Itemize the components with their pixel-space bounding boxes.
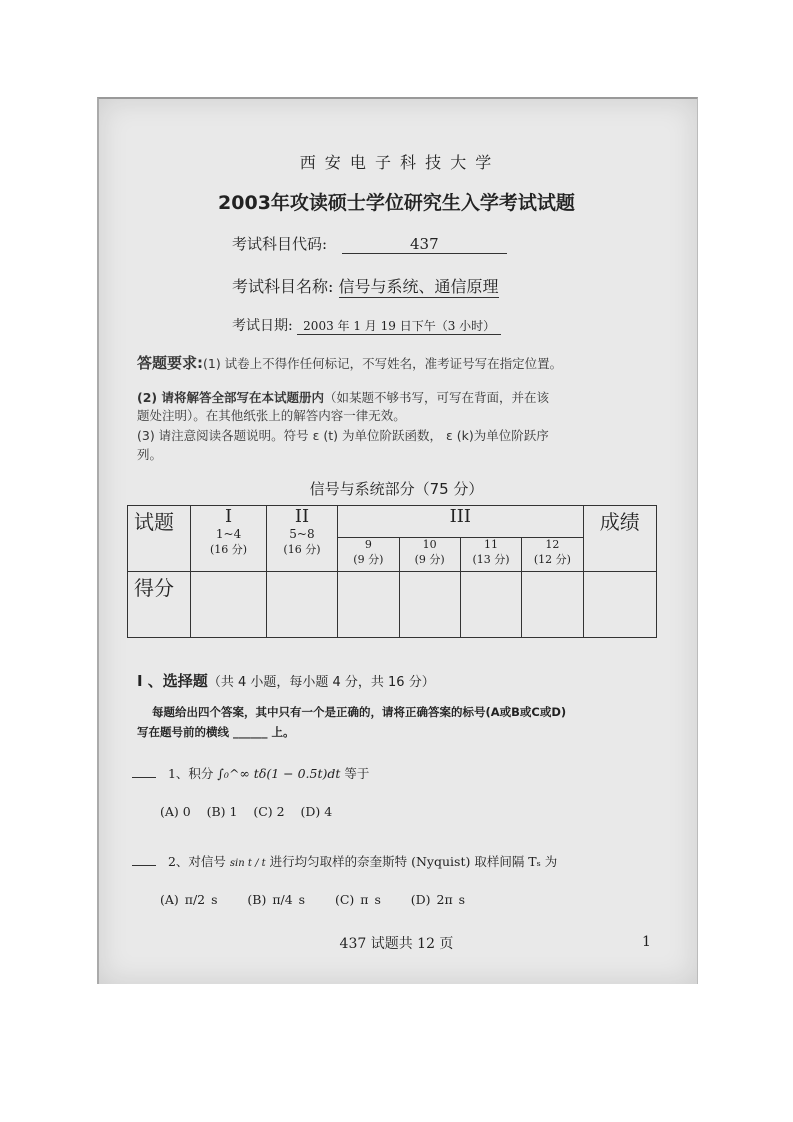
q2-options (160, 892, 465, 907)
q2-tail: 进行均匀取样的奈奎斯特 (Nyquist) 取样间隔 Tₛ 为 (269, 854, 558, 869)
q2-label: 2、对信号 (167, 854, 226, 869)
part-I-points: (16 分) (210, 543, 248, 556)
header-question: 试题 (128, 506, 191, 572)
q-points: (12 分) (533, 553, 571, 566)
score-cell (338, 572, 399, 638)
part-I: I (224, 506, 233, 527)
q2-option-c: (C) π s (334, 892, 381, 907)
section-title: 信号与系统部分（75 分） (309, 480, 484, 498)
university-name: 西 安 电 子 科 技 大 学 (299, 153, 494, 172)
part-II: II (294, 506, 310, 527)
q-number: 9 (364, 538, 372, 551)
score-cell (399, 572, 460, 638)
score-table (127, 505, 657, 638)
header-score: 得分 (128, 572, 191, 638)
q2-option-d: (D) 2π s (410, 892, 466, 907)
q2-option-b: (B) π/4 s (247, 892, 306, 907)
part1-title: I 、选择题 (137, 672, 208, 690)
part-III: III (338, 506, 583, 538)
requirement-2 (137, 388, 549, 406)
exam-date-row (232, 315, 501, 335)
q-number: 10 (422, 538, 437, 551)
requirements-label: 答题要求: (137, 354, 203, 372)
q-number: 11 (484, 538, 499, 551)
page-number: 1 (642, 934, 651, 950)
subject-code-row (232, 233, 507, 254)
date-label: 考试日期: (232, 318, 293, 334)
q2-signal: sin t / t (229, 858, 266, 869)
q-points: (9 分) (414, 553, 445, 566)
part-II-range: 5~8 (289, 527, 315, 541)
part-II-points: (16 分) (283, 543, 321, 556)
q1-tail: 等于 (344, 766, 370, 781)
subject-name-row (232, 274, 499, 298)
q2-option-a: (A) π/2 s (160, 892, 218, 907)
part1-heading (137, 670, 435, 691)
subject-name: 信号与系统、通信原理 (339, 274, 499, 298)
score-cell (460, 572, 521, 638)
q1-integral: ∫₀^∞ tδ(1 − 0.5t)dt (217, 766, 341, 781)
score-cell (522, 572, 583, 638)
q-points: (13 分) (472, 553, 510, 566)
subject-code-label: 考试科目代码: (232, 235, 328, 253)
score-cell (583, 572, 656, 638)
instruction-2: 写在题号前的横线 ______ 上。 (137, 725, 295, 739)
q1-label: 1、积分 (167, 766, 214, 781)
subject-name-label: 考试科目名称: (232, 277, 334, 296)
q1-options: (A) 0 (B) 1 (C) 2 (D) 4 (160, 804, 333, 819)
requirement-1 (137, 352, 562, 373)
question-2 (132, 852, 557, 870)
q-points: (9 分) (353, 553, 384, 566)
score-cell (266, 572, 337, 638)
part1-note: （共 4 小题，每小题 4 分，共 16 分） (207, 675, 435, 690)
requirement-3-cont: 列。 (137, 447, 163, 462)
exam-title: 2003年攻读硕士学位研究生入学考试试题 (218, 192, 575, 214)
requirement-3: (3) 请注意阅读各题说明。符号 ε (t) 为单位阶跃函数， ε (k)为单位阶跃序 (137, 428, 549, 443)
score-cell (191, 572, 266, 638)
page-footer: 437 试题共 12 页 (339, 936, 454, 952)
req-2-text: （如某题不够书写，可写在背面，并在该 (323, 390, 549, 405)
answer-blank[interactable] (132, 777, 156, 778)
question-1 (132, 764, 369, 782)
instruction-1: 每题给出四个答案，其中只有一个是正确的，请将正确答案的标号(A或B或C或D) (152, 705, 567, 719)
answer-blank[interactable] (132, 865, 156, 866)
requirement-2-cont: 题处注明）。在其他纸张上的解答内容一律无效。 (137, 408, 406, 423)
header-total: 成绩 (583, 506, 656, 572)
part-I-range: 1~4 (215, 527, 242, 541)
q-number: 12 (545, 538, 560, 551)
req-2-bold: (2) 请将解答全部写在本试题册内 (137, 390, 324, 405)
subject-code: 437 (342, 235, 507, 254)
exam-date: 2003 年 1 月 19 日下午（3 小时） (297, 317, 501, 335)
req-1-text: (1) 试卷上不得作任何标记，不写姓名，准考证号写在指定位置。 (203, 356, 563, 371)
